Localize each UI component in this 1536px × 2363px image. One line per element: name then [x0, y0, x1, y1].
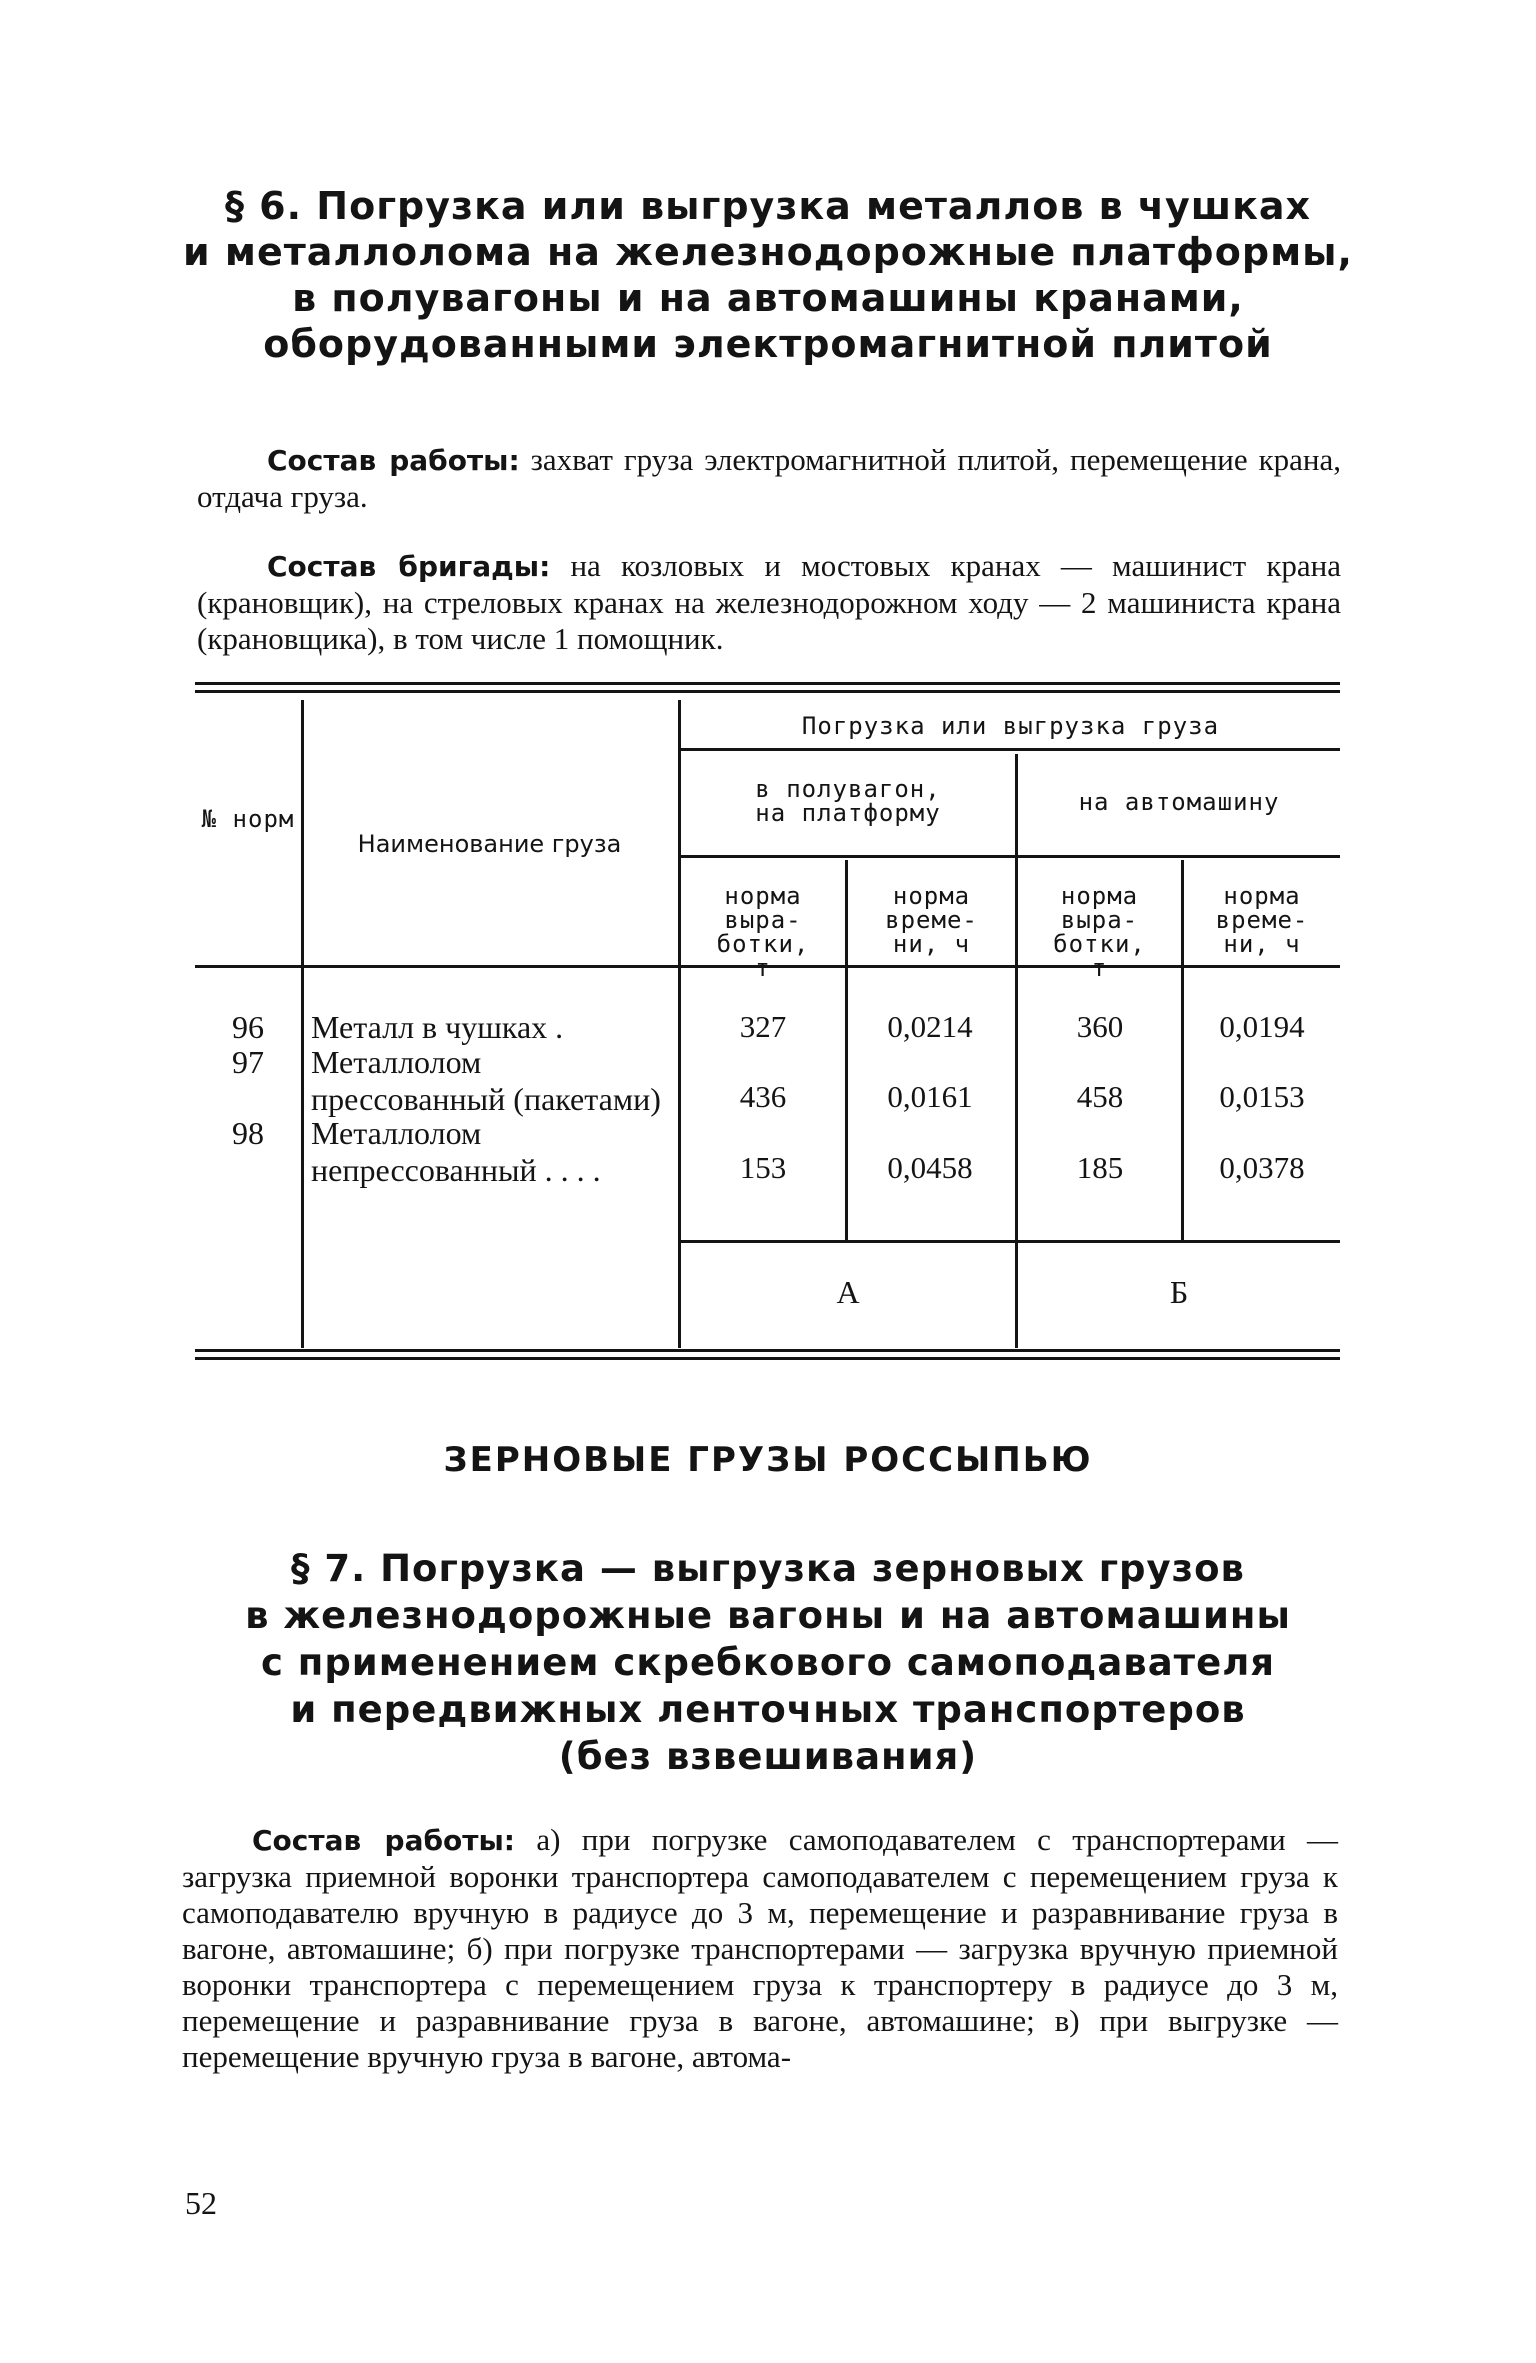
work-text: захват груза электромагнитной плитой, перемещение крана, отдача груза. — [197, 442, 1341, 514]
a-output-value: 153 — [739, 1150, 787, 1185]
b-output-value: 185 — [1076, 1150, 1124, 1185]
section-7-work-paragraph — [182, 1822, 1338, 2075]
a-time-value: 0,0214 — [887, 1009, 973, 1044]
subheader-truck: на автомашину — [1078, 788, 1280, 816]
header-b-time: норма време- ни, ч — [1215, 882, 1309, 958]
heading-line: в полувагоны и на автомашины кранами, — [292, 276, 1244, 320]
header-a-output: норма выра- ботки, т — [716, 882, 810, 982]
cargo-name: Металл в чушках . — [311, 1009, 564, 1045]
column-header-number: № норм — [201, 805, 295, 833]
subheader-wagon: в полувагон, на платформу — [755, 775, 941, 827]
page-number: 52 — [185, 2185, 217, 2221]
section-6-crew-paragraph — [197, 548, 1341, 657]
heading-line: § 7. Погрузка — выгрузка зерновых грузов — [291, 1547, 1245, 1590]
header-b-output: норма выра- ботки, т — [1053, 882, 1146, 982]
group-header: Погрузка или выгрузка груза — [801, 712, 1220, 740]
section-6-heading — [180, 183, 1356, 367]
norm-number: 97 — [232, 1044, 264, 1080]
header-a-time: норма време- ни, ч — [885, 882, 978, 958]
crew-label: Состав бригады: — [267, 550, 551, 583]
column-letter-a: А — [836, 1274, 860, 1310]
heading-line: (без взвешивания) — [558, 1735, 978, 1778]
work-text: а) при погрузке самоподавателем с транспортерами — загрузка приемной воронки транспортера самоподавателем с перемещением груза к самоподавателю вручную в радиусе до 3 м, перемещение и разравнивание груза в вагоне, автомашине; б) при погрузке транспортерами — загрузка вручную приемной воронки транспортера с перемещением груза к транспортеру в радиусе до 3 м, перемещение и разравнивание груза в вагоне, автомашине; в) при выгрузке — перемещение вручную груза в вагоне, автома- — [182, 1822, 1339, 2074]
b-time-value: 0,0378 — [1219, 1150, 1305, 1185]
a-time-value: 0,0161 — [887, 1079, 973, 1114]
cargo-name: Металлолом непрессованный . . . . — [311, 1115, 601, 1188]
b-output-value: 458 — [1076, 1079, 1124, 1114]
heading-line: оборудованными электромагнитной плитой — [263, 322, 1273, 366]
heading-line: в железнодорожные вагоны и на автомашины — [245, 1594, 1291, 1637]
b-time-value: 0,0194 — [1219, 1009, 1305, 1044]
cargo-name: Металлолом прессованный (пакетами) — [311, 1044, 661, 1117]
category-heading: ЗЕРНОВЫЕ ГРУЗЫ РОССЫПЬЮ — [443, 1440, 1093, 1480]
heading-line: и металлолома на железнодорожные платформы, — [183, 230, 1353, 274]
norm-number: 98 — [232, 1115, 264, 1151]
heading-line: § 6. Погрузка или выгрузка металлов в чушках — [224, 184, 1312, 228]
a-output-value: 436 — [739, 1079, 787, 1114]
heading-line: с применением скребкового самоподавателя — [260, 1641, 1276, 1684]
a-time-value: 0,0458 — [887, 1150, 973, 1185]
column-header-name: Наименование груза — [357, 830, 622, 858]
b-output-value: 360 — [1076, 1009, 1124, 1044]
norm-number: 96 — [232, 1009, 264, 1045]
column-letter-b: Б — [1169, 1274, 1189, 1310]
norms-table — [195, 682, 1340, 1362]
work-label: Состав работы: — [267, 444, 520, 477]
b-time-value: 0,0153 — [1219, 1079, 1305, 1114]
heading-line: и передвижных ленточных транспортеров — [290, 1688, 1246, 1731]
section-6-work-paragraph — [197, 442, 1341, 515]
work-label: Состав работы: — [252, 1824, 516, 1857]
section-7-heading — [180, 1545, 1356, 1780]
a-output-value: 327 — [739, 1009, 787, 1044]
crew-text: на козловых и мостовых кранах — машинист крана (крановщик), на стреловых кранах на железнодорожном ходу — 2 машиниста крана (крановщика), в том числе 1 помощник. — [197, 548, 1342, 656]
